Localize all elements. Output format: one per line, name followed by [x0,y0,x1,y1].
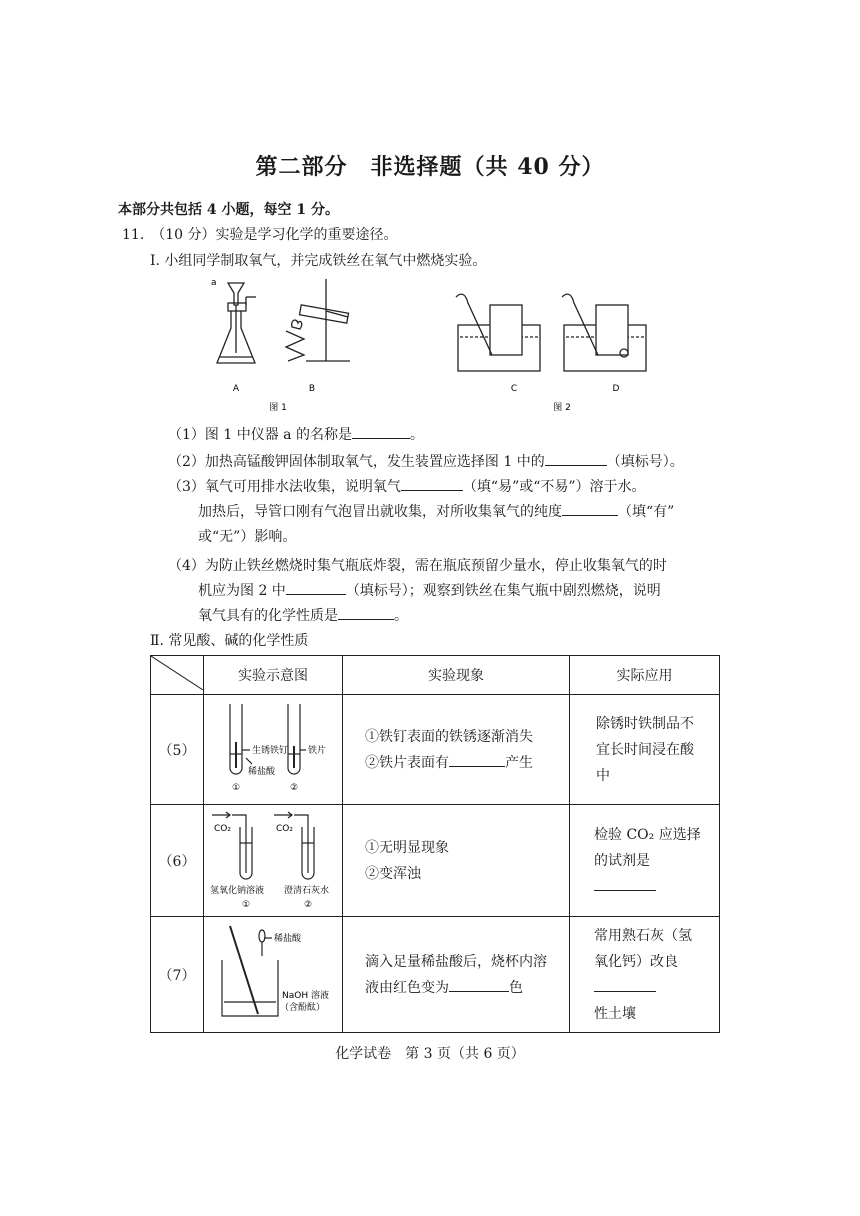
corner-cell [151,656,204,695]
diagonal-line [151,656,203,690]
label-D: D [612,384,620,394]
question-3-line2: 加热后，导管口刚有气泡冒出就收集，对所收集氧气的纯度 （填“有” [198,504,675,520]
label-limewater: 澄清石灰水 [284,885,330,896]
apparatus-d-water-collection [562,294,646,371]
question-2: （2）加热高锰酸钾固体制取氧气，发生装置应选择图 1 中的 （填标号）。 [168,454,684,470]
table-row [151,805,720,917]
answer-blank[interactable] [594,889,656,891]
label-C: C [510,384,518,394]
page-footer: 化学试卷 第 3 页（共 6 页） [335,1046,525,1062]
phenomenon-cell: ①无明显现象 ②变浑浊 [343,805,570,917]
answer-blank[interactable] [401,489,463,491]
application-cell: 除锈时铁制品不宜长时间浸在酸中 [570,695,720,805]
label-co2-1: CO₂ [214,823,231,834]
apparatus-b-heating [286,279,350,361]
row-number: （7） [151,917,204,1033]
label-naoh: NaOH 溶液 [282,990,329,1001]
label-rusty-nail: 生锈铁钉 [252,745,289,756]
question-3-line3: 或“无”）影响。 [198,529,297,545]
question-11-header: 11. （10 分）实验是学习化学的重要途径。 [122,227,398,243]
diagram-cell [204,695,343,805]
label-1: ① [242,899,251,910]
label-2: ② [304,899,313,910]
label-1: ① [232,782,241,793]
question-1: （1）图 1 中仪器 a 的名称是 。 [168,427,424,443]
label-naoh: 氢氧化钠溶液 [210,885,265,896]
header-application: 实际应用 [570,656,720,695]
table-row [151,695,720,805]
table-header-row [151,656,720,695]
row-number: （6） [151,805,204,917]
answer-blank[interactable] [545,464,607,466]
answer-blank[interactable] [286,593,346,595]
part2-title: Ⅱ. 常见酸、碱的化学性质 [150,633,309,649]
section-intro: 本部分共包括 4 小题，每空 1 分。 [118,202,339,218]
apparatus-a-conical-flask [217,283,256,363]
application-cell: 检验 CO₂ 应选择 的试剂是 [570,805,720,917]
answer-blank[interactable] [449,765,505,767]
answer-blank[interactable] [352,437,410,439]
label-co2-2: CO₂ [276,823,293,834]
phenomenon-cell: ①铁钉表面的铁锈逐渐消失 ②铁片表面有 产生 [343,695,570,805]
fig1-caption: 图 1 [269,403,287,413]
label-B: B [308,384,316,394]
diagram-rust-removal [208,698,338,798]
label-a: a [211,278,217,288]
diagram-neutralization [208,920,338,1026]
diagram-cell [204,917,343,1033]
phenomenon-cell: 滴入足量稀盐酸后，烧杯内溶液由红色变为 色 [343,917,570,1033]
question-4-line1: （4）为防止铁丝燃烧时集气瓶底炸裂，需在瓶底预留少量水，停止收集氧气的时 [168,558,667,574]
figures-1-2 [200,273,660,423]
label-2: ② [290,782,299,793]
answer-blank[interactable] [594,990,656,992]
diagram-co2-test [208,807,338,911]
answer-blank[interactable] [338,618,394,620]
label-hcl: 稀盐酸 [274,933,302,944]
label-hcl: 稀盐酸 [248,766,276,777]
label-iron-sheet: 铁片 [308,745,327,756]
header-phenomenon: 实验现象 [343,656,570,695]
label-phenolphthalein: （含酚酞） [280,1002,326,1013]
answer-blank[interactable] [449,990,509,992]
fig2-caption: 图 2 [553,403,571,413]
header-diagram: 实验示意图 [204,656,343,695]
experiment-table [150,655,720,1033]
apparatus-c-water-collection [456,294,540,371]
table-row [151,917,720,1033]
question-3-line1: （3）氧气可用排水法收集，说明氧气 （填“易”或“不易”）溶于水。 [168,479,646,495]
question-4-line2: 机应为图 2 中 （填标号）；观察到铁丝在集气瓶中剧烈燃烧，说明 [198,583,661,599]
diagram-cell [204,805,343,917]
part1-title: Ⅰ. 小组同学制取氧气，并完成铁丝在氧气中燃烧实验。 [150,253,487,269]
question-4-line3: 氧气具有的化学性质是 。 [198,608,408,624]
answer-blank[interactable] [562,514,618,516]
label-A: A [232,384,240,394]
page-title: 第二部分 非选择题（共 40 分） [255,154,605,180]
row-number: （5） [151,695,204,805]
application-cell: 常用熟石灰（氢氧化钙）改良 性土壤 [570,917,720,1033]
